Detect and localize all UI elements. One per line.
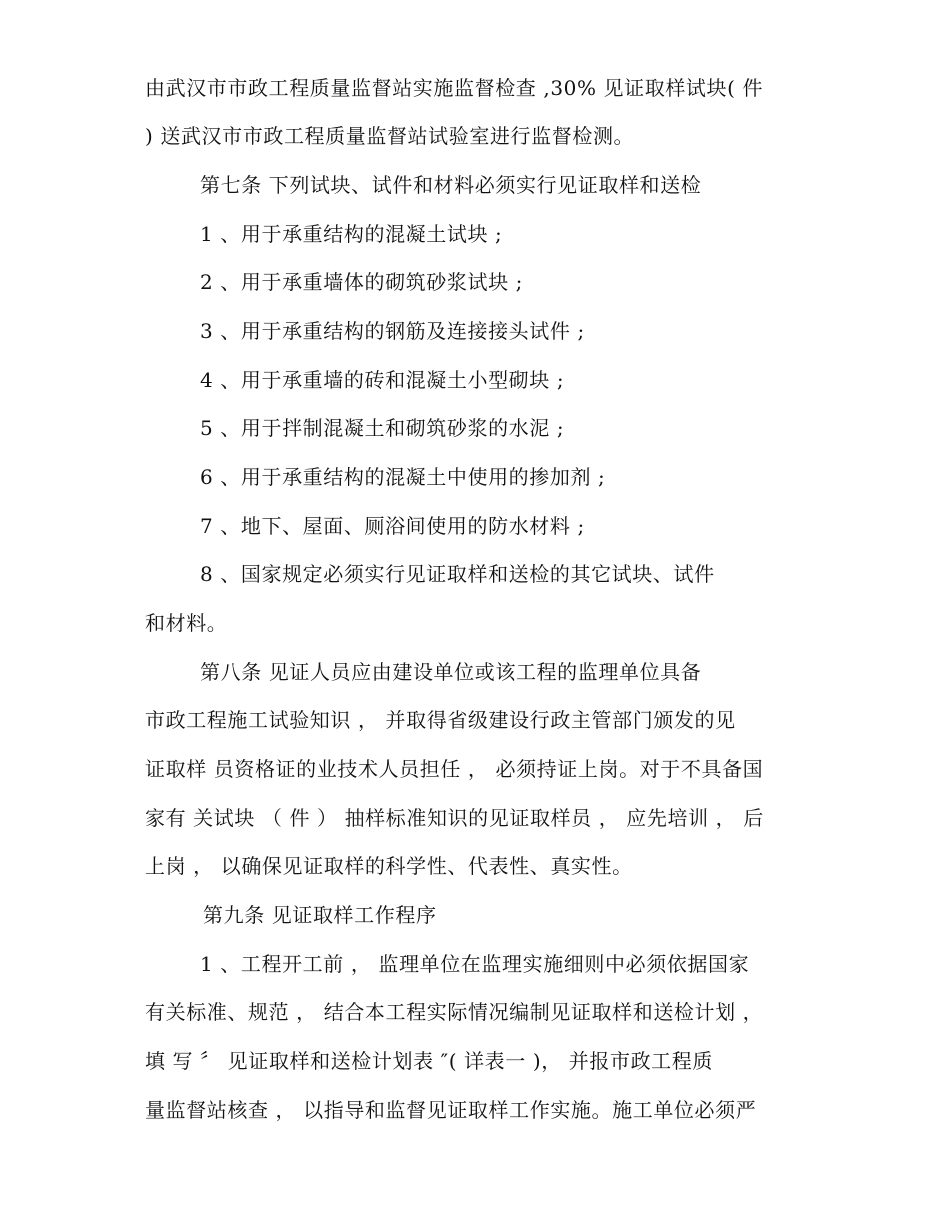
list-item-6: 6 、用于承重结构的混凝土中使用的掺加剂 ; — [200, 465, 606, 489]
text-line-21: 填 写 〞 见证取样和送检计划表 ″( 详表一 )， 并报市政工程质 — [145, 1049, 713, 1073]
procedure-item-1: 1 、工程开工前 ， 监理单位在监理实施细则中必须依据国家 — [200, 952, 750, 976]
text-line-14: 市政工程施工试验知识 ， 并取得省级建设行政主管部门颁发的见 — [145, 708, 736, 732]
text-line-15: 证取样 员资格证的业技术人员担任 ， 必须持证上岗。对于不具备国 — [145, 757, 764, 781]
text-line-1: 由武汉市市政工程质量监督站实施监督检查 ,30% 见证取样试块( 件 — [145, 76, 764, 100]
text-line-16: 家有 关试块 （ 件 ） 抽样标准知识的见证取样员 ， 应先培训 ， 后 — [145, 806, 764, 830]
list-item-3: 3 、用于承重结构的钢筋及连接接头试件 ; — [200, 319, 585, 343]
list-item-1: 1 、用于承重结构的混凝土试块 ; — [200, 222, 503, 246]
list-item-8: 8 、国家规定必须实行见证取样和送检的其它试块、试件 — [200, 562, 715, 586]
list-item-4: 4 、用于承重墙的砖和混凝土小型砌块 ; — [200, 368, 565, 392]
article-9-heading: 第九条 见证取样工作程序 — [203, 903, 437, 927]
text-line-17: 上岗 ， 以确保见证取样的科学性、代表性、真实性。 — [145, 854, 633, 878]
list-item-8-continued: 和材料。 — [145, 611, 228, 635]
article-8-paragraph: 第八条 见证人员应由建设单位或该工程的监理单位具备 — [200, 660, 702, 684]
article-7-heading: 第七条 下列试块、试件和材料必须实行见证取样和送检 — [200, 173, 702, 197]
list-item-5: 5 、用于拌制混凝土和砌筑砂浆的水泥 ; — [200, 416, 565, 440]
list-item-7: 7 、地下、屋面、厕浴间使用的防水材料 ; — [200, 514, 585, 538]
text-line-2: ) 送武汉市市政工程质量监督站试验室进行监督检测。 — [145, 124, 635, 148]
text-line-20: 有关标准、规范 ， 结合本工程实际情况编制见证取样和送检计划 ， — [145, 1000, 764, 1024]
text-line-22: 量监督站核查 ， 以指导和监督见证取样工作实施。施工单位必须严 — [145, 1098, 757, 1122]
list-item-2: 2 、用于承重墙体的砌筑砂浆试块 ; — [200, 270, 523, 294]
